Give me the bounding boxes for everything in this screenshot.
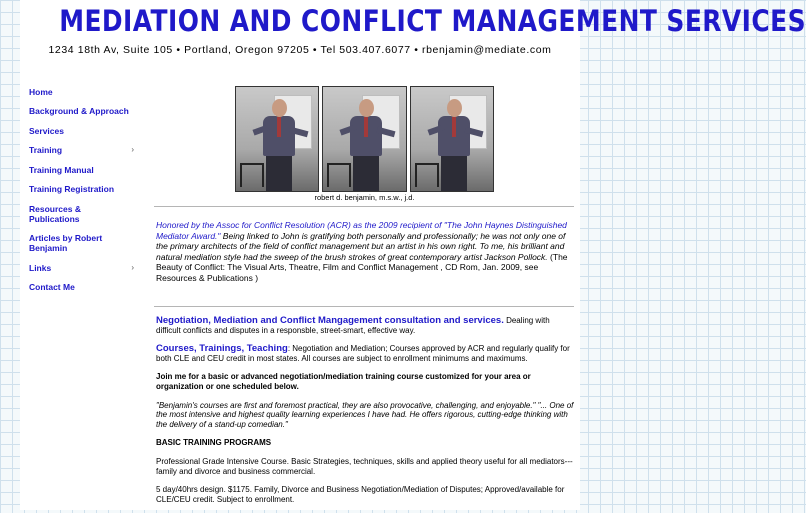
courses-text: : Negotiation and Mediation; Courses approved by ACR and regularly qualify for both CLE and CEU credit in most states. All courses are subject to enrollment minimums and maximums. [156, 344, 570, 363]
nav-item-background[interactable] [29, 106, 129, 116]
submenu-arrow-icon: › [131, 145, 134, 154]
nav-item-training-registration[interactable] [29, 184, 129, 194]
award-quote-source: (The Beauty of Conflict: The Visual Arts, Theatre, Film and Conflict Management , CD Rom, Jan. 2009, see Resources & Publications ) [156, 251, 568, 283]
nav-item-training[interactable] [29, 145, 134, 155]
negotiation-heading: Negotiation, Mediation and Conflict Mangagement consultation and services. [156, 315, 504, 326]
site-title: MEDIATION AND CONFLICT MANAGEMENT SERVICES [59, 4, 806, 38]
award-quote-text: Being linked to John is gratifying both personally and professionally; he was not only one of the primary architects of the field of conflict management but an artist in his own right. To me, his brilliant and natural mediation style had the sweep of the brush strokes of great contemporary artist Jackson Pollock. [156, 230, 566, 262]
speaker-photo [235, 86, 319, 192]
page [20, 0, 806, 510]
nav-item-training-manual[interactable] [29, 165, 129, 175]
photo-strip [235, 86, 494, 192]
nav-item-services[interactable] [29, 126, 129, 136]
nav-label: Home [29, 87, 53, 97]
nav-label: Training [29, 145, 63, 155]
award-quote-blue: Honored by the Assoc for Conflict Resolution (ACR) as the 2009 recipient of "The John Haynes Distinguished Mediator Award." [156, 220, 567, 241]
professional-course-text: Professional Grade Intensive Course. Basic Strategies, techniques, skills and applied theory useful for all mediators---family and divorce and business commercial. [156, 456, 573, 476]
submenu-arrow-icon: › [131, 262, 134, 272]
schedule-text: 5 day/40hrs design. $1175. Family, Divorce and Business Negotiation/Mediation of Disputes; Approved/available for CLE/CEU credit. Subject to enrollment. [156, 485, 565, 504]
divider [154, 306, 574, 307]
speaker-photo [322, 86, 406, 192]
award-quote [156, 220, 571, 284]
basic-programs-heading: BASIC TRAINING PROGRAMS [156, 438, 272, 448]
nav-item-resources[interactable] [29, 204, 129, 224]
nav-item-home[interactable] [29, 87, 129, 97]
testimonial-text: "Benjamin's courses are first and foremost practical, they are also provocative, challenging, and enjoyable." "... One of the most intensive and highest quality learning experiences I have had. He offers rigorous, cutting-edge thinking with the delivery of a stand-up comedian." [156, 400, 574, 429]
nav-label: Training Registration [29, 184, 115, 194]
nav-item-articles[interactable] [29, 233, 129, 253]
negotiation-text: Dealing with difficult conflicts and disputes in a responsble, street-smart, effective way. [156, 316, 550, 335]
speaker-photo [410, 86, 494, 192]
nav-item-contact[interactable] [29, 282, 129, 292]
contact-info: 1234 18th Av, Suite 105 • Portland, Oregon 97205 • Tel 503.407.6077 • rbenjamin@mediate.com [48, 44, 552, 56]
nav-item-links[interactable] [29, 262, 134, 273]
courses-heading: Courses, Trainings, Teaching [156, 343, 288, 355]
nav-label: Background & Approach [29, 106, 129, 116]
nav-label: Links [29, 262, 52, 273]
divider [154, 206, 574, 207]
main-content [156, 316, 576, 513]
nav-label: Resources & Publications [29, 203, 81, 224]
nav-label: Articles by Robert Benjamin [29, 233, 103, 253]
join-text: Join me for a basic or advanced negotiation/mediation training course customized for your area or organization or one scheduled below. [156, 372, 531, 391]
sidebar-nav [29, 87, 134, 302]
nav-label: Training Manual [29, 164, 94, 175]
nav-label: Services [29, 125, 64, 136]
nav-label: Contact Me [29, 282, 75, 292]
photo-caption: robert d. benjamin, m.s.w., j.d. [314, 193, 415, 202]
